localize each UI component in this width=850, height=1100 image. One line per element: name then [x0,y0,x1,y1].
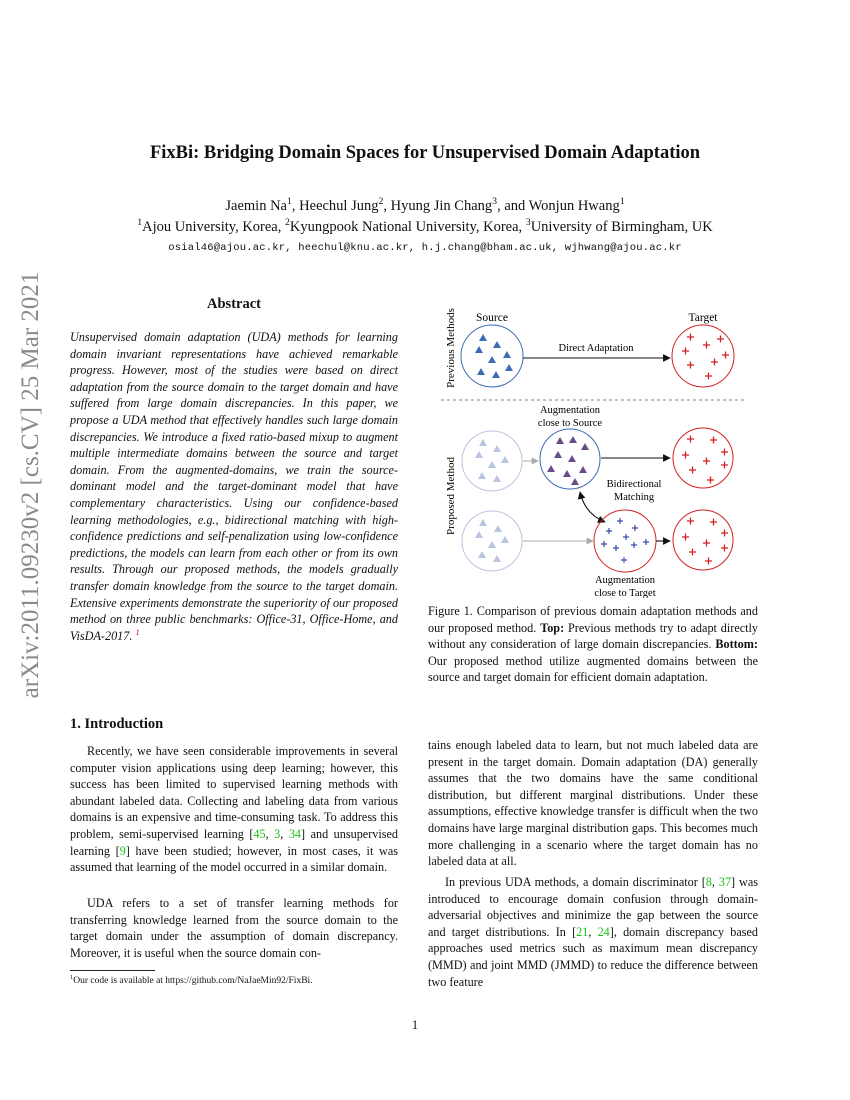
target-close-samples [601,518,649,563]
faint-source-samples-2 [475,519,509,562]
right-paragraph-1: tains enough labeled data to learn, but not much labeled data are present in the target domain. Domain adaptation (DA) generally assumes that the two domains have the same conditional distribution, but different marginal distributions. Under these assumptions, effective knowledge transfer is difficult when the two domains have large marginal distribution gaps. This becomes much more challenging in a scenario where the target domain has no labeled data at all. [428,738,758,869]
sample-plus [721,449,728,456]
sample-triangle [501,456,509,463]
citation-link[interactable]: 3 [274,826,281,841]
target-samples-3 [682,518,728,565]
target-label: Target [688,312,718,324]
bidirectional-label-2: Matching [613,492,655,503]
abstract-body [70,329,398,644]
sample-plus [705,373,712,380]
label-proposed-method: Proposed Method [445,457,457,535]
sample-triangle [547,465,555,472]
target-samples [682,334,729,380]
faint-source-samples-1 [475,439,509,482]
sample-plus [710,437,717,444]
footnote-rule [70,970,155,971]
author-name: Jaemin Na [225,198,287,214]
target-domain-circle [672,325,734,387]
affiliation-name: Kyungpook National University, Korea [289,219,519,235]
citation-link[interactable]: 45 [253,826,266,841]
author-name: Heechul Jung [299,198,379,214]
sample-plus [687,518,694,525]
affiliation-mark: 3 [525,217,531,229]
intro-paragraph-1 [70,743,398,876]
author-list: Jaemin Na$^1$, Heechul Jung$^2$, Hyung Jin Chang$^3$, and Wonjun Hwang$^1$ [225,196,625,214]
source-samples [475,334,513,378]
sample-triangle [568,455,576,462]
sample-triangle [475,531,483,538]
sample-triangle [494,525,502,532]
sample-triangle [579,466,587,473]
body-text: ], domain discrepancy based approaches used metrics such as maximum mean discrepancy (MMD) and joint MMD (JMMD) to reduce the difference between two feature [428,924,758,989]
sample-triangle [493,475,501,482]
sample-triangle [477,368,485,375]
sample-triangle [503,351,511,358]
sample-plus [689,549,696,556]
target-domain-circle-2 [673,428,733,488]
affiliation-mark: 2 [285,217,290,229]
sample-plus [710,519,717,526]
target-samples-2 [682,436,728,484]
citation-link[interactable]: 34 [288,826,301,841]
body-text: In previous UDA methods, a domain discriminator [ [445,875,706,889]
sample-plus [703,458,710,465]
sample-triangle [501,536,509,543]
affiliation-name: Ajou University, Korea [142,219,278,235]
sample-triangle [478,472,486,479]
sample-plus [721,530,728,537]
affiliation-mark: 1 [137,217,143,229]
sample-plus [703,540,710,547]
body-text: ] was introduced to encourage domain confusion through domain-adversarial objectives and minimize the gap between the source and target distributions. In [ [428,875,758,939]
sample-triangle [479,439,487,446]
sample-plus [687,334,694,341]
aug-source-label-2: close to Source [537,418,603,429]
paper-title: FixBi: Bridging Domain Spaces for Unsupervised Domain Adaptation [149,143,701,163]
footnote-link[interactable]: 1 [135,627,140,637]
citation-link[interactable]: 21 [576,924,589,939]
sample-triangle [505,364,513,371]
label-previous-methods: Previous Methods [445,308,457,388]
sample-plus [717,336,724,343]
author-affiliation-mark: 3 [492,196,498,208]
citation-separator: , [265,826,275,841]
abstract-heading: Abstract [207,296,261,312]
bidirectional-arrow [580,492,605,522]
sample-triangle [556,437,564,444]
sample-plus [606,528,612,534]
page-number: 1 [411,1018,419,1032]
author-affiliation-mark: 2 [378,196,384,208]
sample-triangle [488,541,496,548]
caption-top-text: Previous methods try to adapt directly without any consideration of large domain discrepancies. [428,620,759,652]
citation-separator: , [711,875,719,889]
right-paragraph-2 [428,874,758,990]
caption-lead: Figure 1. Comparison of previous domain adaptation methods and our proposed method. [428,604,758,635]
sample-plus [623,534,629,540]
citation-link[interactable]: 9 [119,843,126,858]
sample-triangle [479,519,487,526]
citation-link[interactable]: 37 [718,875,732,889]
sample-triangle [571,478,579,485]
sample-plus [617,518,623,524]
target-close-augmented-circle [594,510,656,572]
affiliation-name: University of Birmingham, UK [530,219,713,235]
author-name: Wonjun Hwang [528,198,620,214]
aug-target-label-2: close to Target [594,588,656,598]
sample-plus [703,342,710,349]
author-name: Hyung Jin Chang [390,198,493,214]
sample-plus [682,534,689,541]
footnote-text: Our code is available at https://github.com/NaJaeMin92/FixBi. [73,976,313,986]
arxiv-stamp: arXiv:2011.09230v2 [cs.CV] 25 Mar 2021 [17,271,44,699]
affiliation-list: $^1$Ajou University, Korea, $^2$Kyungpook National University, Korea, $^3$University of Birmingham, UK [137,217,713,235]
citation-link[interactable]: 24 [597,924,610,939]
sample-triangle [493,555,501,562]
sample-plus [721,545,728,552]
sample-plus [711,359,718,366]
sample-triangle [488,356,496,363]
caption-bottom-label: Bottom: [715,637,758,652]
citation-link[interactable]: 8 [705,875,712,889]
citation-separator: , [280,826,289,841]
caption-top-label: Top: [540,620,565,635]
abstract-text: Unsupervised domain adaptation (UDA) methods for learning domain invariant representations have achieved remarkable progress. However, most of the studies were based on direct adaptation from the source domain to the target domain and have suffered from large domain discrepancies. In this paper, we propose a UDA method that effectively handles such large domain discrepancies. We introduce a fixed ratio-based mixup to augment multiple intermediate domains between the source and target domain. From the augmented-domains, we train the source-dominant model and the target-dominant model that have complementary characteristics. Using our confidence-based learning methodologies, e.g., bidirectional matching with high-confidence predictions and self-penalization using low-confidence predictions, the models can learn from each other or from its own results. Through our proposed methods, the models gradually transfer domain knowledge from the source to the target domain. Extensive experiments demonstrate the superiority of our proposed method on three public benchmarks: Office-31, Office-Home, and VisDA-2017. [70,330,398,643]
section-heading-introduction: 1. Introduction [70,716,164,732]
sample-triangle [581,443,589,450]
sample-plus [722,352,729,359]
figure-1-diagram [425,298,765,598]
sample-triangle [475,346,483,353]
sample-plus [631,542,637,548]
source-label: Source [476,312,508,324]
footnote-mark: 1 [70,973,74,981]
sample-triangle [493,341,501,348]
sample-triangle [493,445,501,452]
sample-plus [613,545,619,551]
target-domain-circle-3 [673,510,733,570]
sample-plus [621,557,627,563]
sample-triangle [563,470,571,477]
sample-plus [601,541,607,547]
author-affiliation-mark: 1 [286,196,292,208]
intro-paragraph-2: UDA refers to a set of transfer learning methods for transferring knowledge learned from the source domain to the target domain under the assumption of domain discrepancy. Moreover, it is useful when the source domain con- [70,896,398,960]
sample-triangle [479,334,487,341]
aug-source-label: Augmentation [539,405,601,416]
sample-triangle [475,451,483,458]
caption-bottom-text: Our proposed method utilize augmented domains between the source and target domain for efficient domain adaptation. [428,653,758,685]
sample-triangle [569,436,577,443]
footnote [70,975,398,987]
sample-plus [643,539,649,545]
source-close-samples [547,436,589,485]
figure-caption [428,603,758,686]
citation-separator: , [588,924,598,939]
direct-adaptation-label: Direct Adaptation [558,343,634,354]
sample-plus [687,362,694,369]
intro-text: ] and unsupervised learning [ [70,826,398,858]
intro-text: Recently, we have seen considerable improvements in several computer vision applications using deep learning; however, this success has been limited to supervised learning methods with abundant labeled data. Collecting and labeling data from various domains is an expensive and time-consuming task. To address this problem, semi-supervised learning [ [70,744,398,841]
author-affiliation-mark: 1 [619,196,625,208]
sample-triangle [488,461,496,468]
bidirectional-label: Bidirectional [606,479,662,490]
aug-target-label: Augmentation [594,575,656,586]
sample-plus [632,525,638,531]
sample-plus [707,477,714,484]
author-emails: osial46@ajou.ac.kr, heechul@knu.ac.kr, h.j.chang@bham.ac.uk, wjhwang@ajou.ac.kr [168,242,682,254]
sample-triangle [492,371,500,378]
sample-plus [687,436,694,443]
sample-plus [721,462,728,469]
sample-plus [705,558,712,565]
intro-text: ] have been studied; however, in most cases, it was assumed that learning of the model occurred in a similar domain. [70,843,398,875]
sample-plus [689,467,696,474]
sample-triangle [554,451,562,458]
sample-plus [682,452,689,459]
sample-plus [682,348,689,355]
sample-triangle [478,551,486,558]
